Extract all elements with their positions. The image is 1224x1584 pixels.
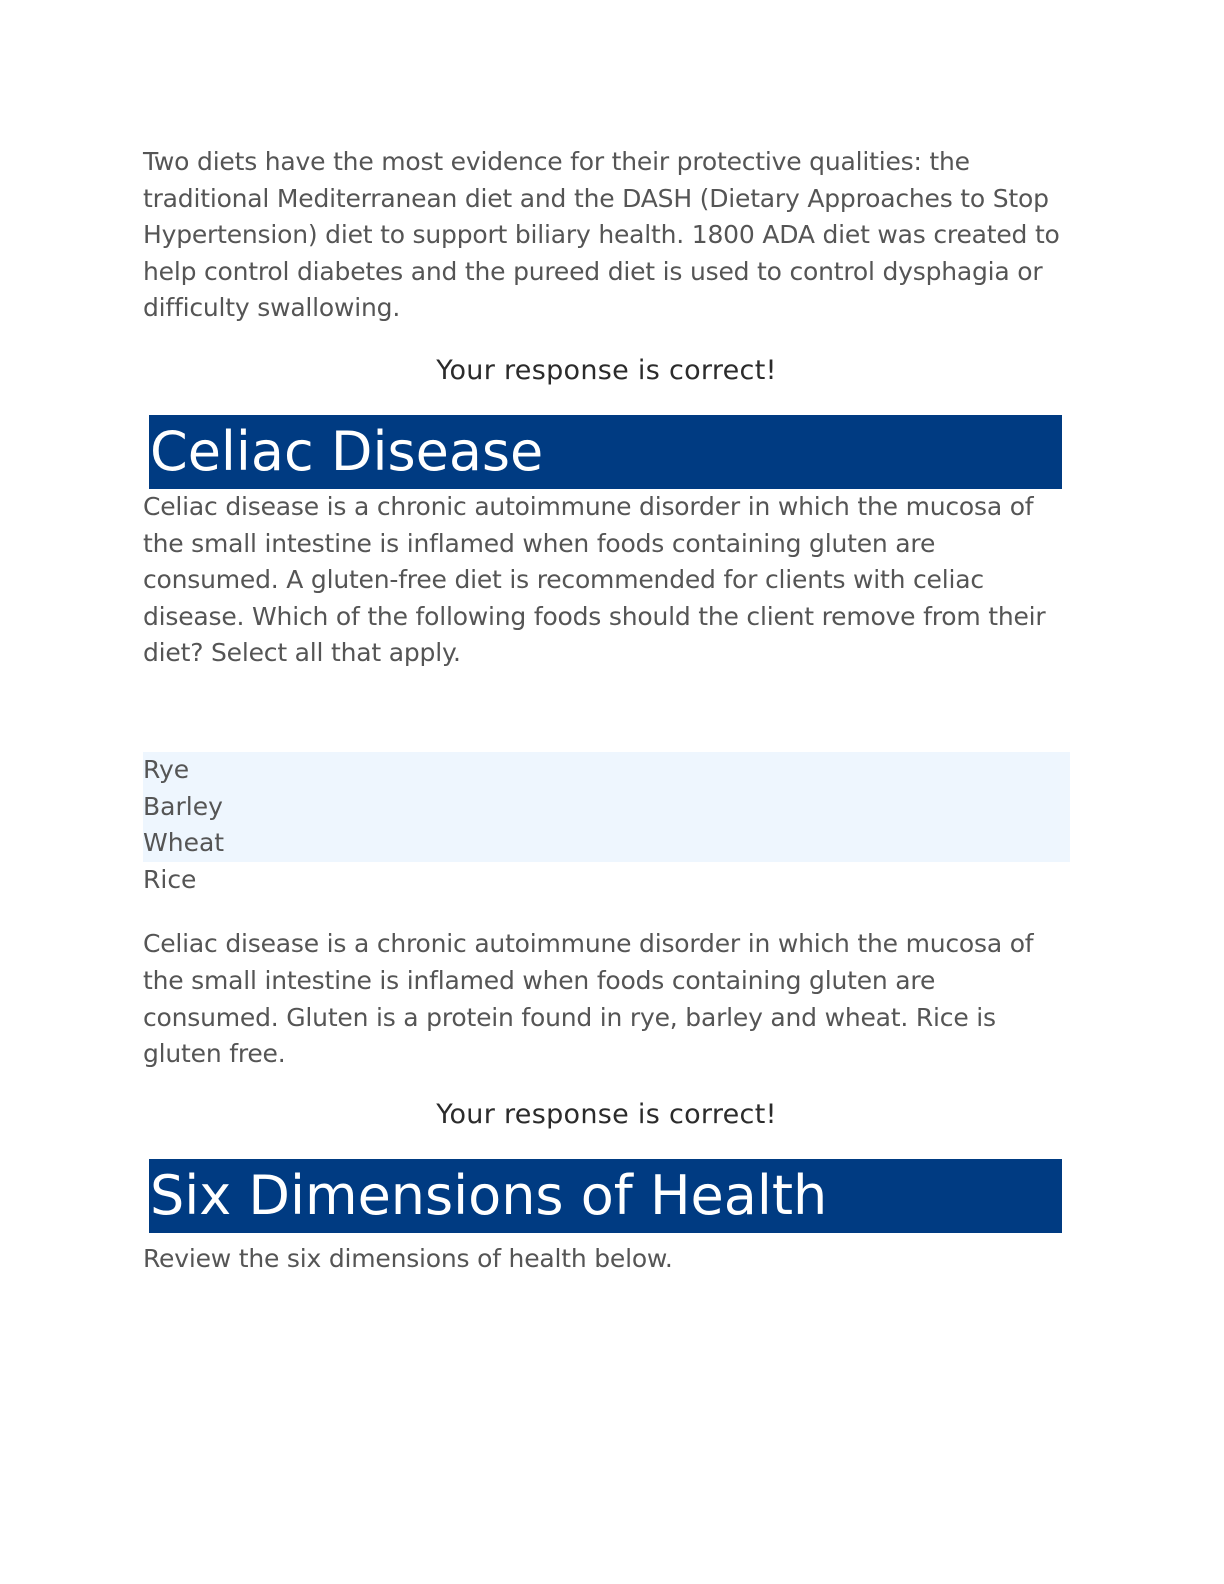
option-rye[interactable]: Rye bbox=[143, 752, 1070, 789]
celiac-feedback: Your response is correct! bbox=[436, 1098, 777, 1130]
dimensions-intro: Review the six dimensions of health below. bbox=[143, 1243, 673, 1273]
option-wheat[interactable]: Wheat bbox=[143, 825, 1070, 862]
dimensions-section-title: Six Dimensions of Health bbox=[149, 1159, 1062, 1233]
option-barley[interactable]: Barley bbox=[143, 789, 1070, 826]
celiac-question: Celiac disease is a chronic autoimmune disorder in which the mucosa of the small intestine is inflamed when foods containing gluten are consumed. A gluten-free diet is recommended for clients with celiac disease. Which of the following foods should the client remove from their diet? Select all that apply. bbox=[143, 491, 1046, 668]
option-rice[interactable]: Rice bbox=[143, 864, 197, 894]
intro-feedback: Your response is correct! bbox=[436, 354, 777, 386]
celiac-section-title: Celiac Disease bbox=[149, 415, 1062, 489]
document-page bbox=[143, 144, 1070, 1277]
celiac-options-list bbox=[143, 752, 1070, 898]
celiac-explanation: Celiac disease is a chronic autoimmune disorder in which the mucosa of the small intestine is inflamed when foods containing gluten are consumed. Gluten is a protein found in rye, barley and wheat. Rice is gluten free. bbox=[143, 929, 1034, 1069]
intro-explanation: Two diets have the most evidence for their protective qualities: the traditional Mediterranean diet and the DASH (Dietary Approaches to Stop Hypertension) diet to support biliary health. 1800 ADA diet was created to help control diabetes and the pureed diet is used to control dysphagia or difficulty swallowing. bbox=[143, 147, 1060, 323]
